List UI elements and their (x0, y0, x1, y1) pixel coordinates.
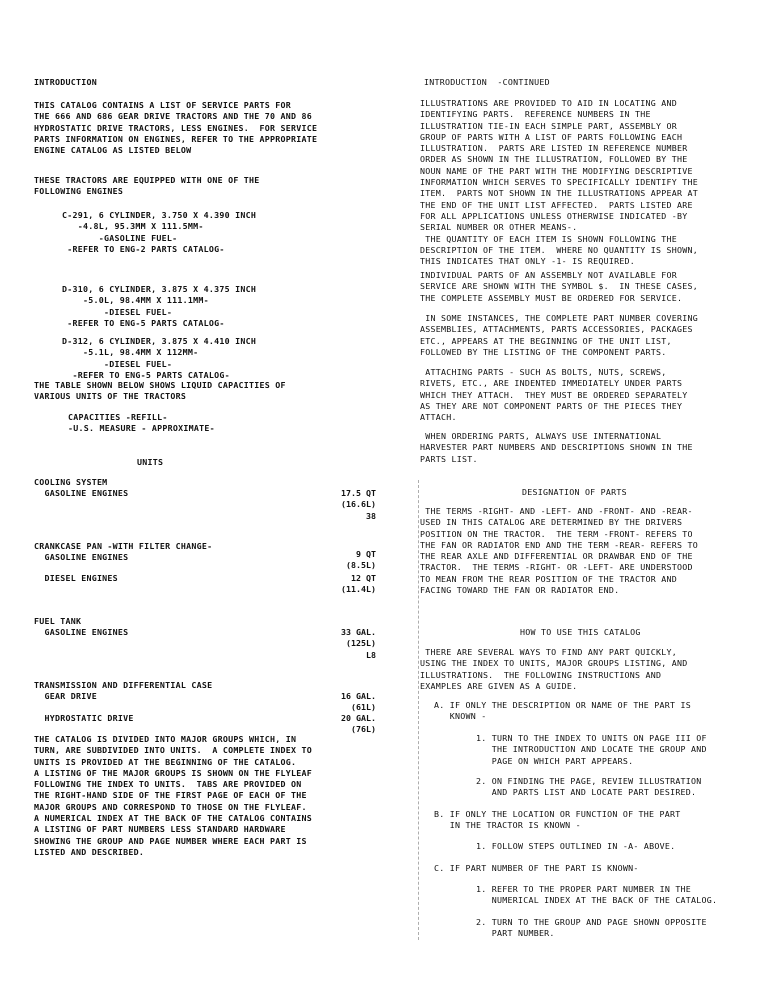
crankcase-diesel-values: 12 QT (11.4L) (341, 573, 376, 595)
item-c: C. IF PART NUMBER OF THE PART IS KNOWN- (434, 863, 639, 873)
item-c1: 1. REFER TO THE PROPER PART NUMBER IN THE NUMERICAL INDEX AT THE BACK OF THE CATALOG. (476, 884, 718, 906)
engine-c291: C-291, 6 CYLINDER, 3.750 X 4.390 INCH -4.8L, 95.3MM X 111.5MM- -GASOLINE FUEL- -REFER TO ENG-2 PARTS CATALOG- (62, 210, 257, 254)
how-to-heading: HOW TO USE THIS CATALOG (520, 627, 641, 637)
crankcase-diesel-label: DIESEL ENGINES (34, 573, 118, 583)
item-b1: 1. FOLLOW STEPS OUTLINED IN -A- ABOVE. (476, 841, 676, 851)
transmission-gear-values: 16 GAL. (61L) (341, 691, 376, 713)
item-a2: 2. ON FINDING THE PAGE, REVIEW ILLUSTRATION AND PARTS LIST AND LOCATE PART DESIRED. (476, 776, 702, 798)
transmission-hydro-label: HYDROSTATIC DRIVE (34, 713, 134, 723)
capacities-label: CAPACITIES -REFILL- -U.S. MEASURE - APPROXIMATE- (68, 412, 215, 434)
ordering-parts-paragraph: WHEN ORDERING PARTS, ALWAYS USE INTERNATIONAL HARVESTER PART NUMBERS AND DESCRIPTIONS SHOWN IN THE PARTS LIST. (420, 431, 693, 464)
catalog-paragraph: THE CATALOG IS DIVIDED INTO MAJOR GROUPS WHICH, IN TURN, ARE SUBDIVIDED INTO UNITS. A COMPLETE INDEX TO UNITS IS PROVIDED AT THE BEGINNING OF THE CATALOG. A LISTING OF THE MAJOR GROUPS IS SHOWN ON THE FLYLEAF FOLLOWING THE INDEX TO UNITS. TABS ARE PROVIDED ON THE RIGHT-HAND SIDE OF THE FIRST PAGE OF EACH OF THE MAJOR GROUPS AND CORRESPOND TO THOSE ON THE FLYLEAF. A NUMERICAL INDEX AT THE BACK OF THE CATALOG CONTAINS A LISTING OF PART NUMBERS LESS STANDARD HARDWARE SHOWING THE GROUP AND PAGE NUMBER WHERE EACH PART IS LISTED AND DESCRIBED. (34, 734, 312, 857)
transmission-label: TRANSMISSION AND DIFFERENTIAL CASE GEAR DRIVE (34, 680, 213, 702)
cooling-system-values: 17.5 QT (16.6L) 38 (341, 488, 376, 521)
crankcase-gasoline-values: 9 QT (8.5L) (346, 549, 376, 571)
illustrations-paragraph: ILLUSTRATIONS ARE PROVIDED TO AID IN LOCATING AND IDENTIFYING PARTS. REFERENCE NUMBERS IN THE ILLUSTRATION TIE-IN EACH SIMPLE PART, ASSEMBLY OR GROUP OF PARTS WITH A LIST OF PARTS FOLLOWING EACH ILLUSTRATION. PARTS ARE LISTED IN REFERENCE NUMBER ORDER AS SHOWN IN THE ILLUSTRATION, FOLLOWED BY THE NOUN NAME OF THE PART WITH THE MODIFYING DESCRIPTIVE INFORMATION WHICH SERVES TO SPECIFICALLY IDENTIFY THE ITEM. PARTS NOT SHOWN IN THE ILLUSTRATIONS APPEAR AT THE END OF THE UNIT LIST AFFECTED. PARTS LISTED ARE FOR ALL APPLICATIONS UNLESS OTHERWISE INDICATED -BY SERIAL NUMBER OR OTHER MEANS-. THE QUANTITY OF EACH ITEM IS SHOWN FOLLOWING THE DESCRIPTION OF THE ITEM. WHERE NO QUANTITY IS SHOWN, THIS INDICATES THAT ONLY -1- IS REQUIRED. (420, 98, 698, 267)
fuel-tank-label: FUEL TANK GASOLINE ENGINES (34, 616, 129, 638)
transmission-hydro-values: 20 GAL. (76L) (341, 713, 376, 735)
instances-paragraph: IN SOME INSTANCES, THE COMPLETE PART NUMBER COVERING ASSEMBLIES, ATTACHMENTS, PARTS ACCESSORIES, PACKAGES ETC., APPEARS AT THE BEGINNING OF THE UNIT LIST, FOLLOWED BY THE LISTING OF THE COMPONENT PARTS. (420, 313, 698, 357)
designation-heading: DESIGNATION OF PARTS (522, 487, 627, 497)
cooling-system-label: COOLING SYSTEM GASOLINE ENGINES (34, 477, 129, 499)
item-a1: 1. TURN TO THE INDEX TO UNITS ON PAGE III OF THE INTRODUCTION AND LOCATE THE GROUP AND PAGE ON WHICH PART APPEARS. (476, 733, 707, 766)
crankcase-label: CRANKCASE PAN -WITH FILTER CHANGE- GASOLINE ENGINES (34, 541, 213, 563)
intro-heading: INTRODUCTION (34, 77, 97, 87)
terms-paragraph: THE TERMS -RIGHT- AND -LEFT- AND -FRONT- AND -REAR- USED IN THIS CATALOG ARE DETERMINED BY THE DRIVERS POSITION ON THE TRACTOR. THE TERM -FRONT- REFERS TO THE FAN OR RADIATOR END AND THE TERM -REAR- REFERS TO THE REAR AXLE AND DIFFERENTIAL OR DRAWBAR END OF THE TRACTOR. THE TERMS -RIGHT- OR -LEFT- ARE UNDERSTOOD TO MEAN FROM THE REAR POSITION OF THE TRACTOR AND FACING TOWARD THE FAN OR RADIATOR END. (420, 506, 698, 596)
intro-continued-heading: INTRODUCTION -CONTINUED (424, 77, 550, 87)
attaching-parts-paragraph: ATTACHING PARTS - SUCH AS BOLTS, NUTS, SCREWS, RIVETS, ETC., ARE INDENTED IMMEDIATELY UNDER PARTS WHICH THEY ATTACH. THEY MUST BE ORDERED SEPARATELY AS THEY ARE NOT COMPONENT PARTS OF THE PIECES THEY ATTACH. (420, 367, 688, 423)
individual-parts-paragraph: INDIVIDUAL PARTS OF AN ASSEMBLY NOT AVAILABLE FOR SERVICE ARE SHOWN WITH THE SYMBOL $. IN THESE CASES, THE COMPLETE ASSEMBLY MUST BE ORDERED FOR SERVICE. (420, 270, 698, 303)
engine-d310: D-310, 6 CYLINDER, 3.875 X 4.375 INCH -5.0L, 98.4MM X 111.1MM- -DIESEL FUEL- -REFER TO ENG-5 PARTS CATALOG- (62, 284, 257, 328)
item-a: A. IF ONLY THE DESCRIPTION OR NAME OF THE PART IS KNOWN - (434, 700, 692, 722)
intro-paragraph: THIS CATALOG CONTAINS A LIST OF SERVICE PARTS FOR THE 666 AND 686 GEAR DRIVE TRACTORS AND THE 70 AND 86 HYDROSTATIC DRIVE TRACTORS, LESS ENGINES. FOR SERVICE PARTS INFORMATION ON ENGINES, REFER TO THE APPROPRIATE ENGINE CATALOG AS LISTED BELOW (34, 100, 318, 156)
fuel-tank-values: 33 GAL. (125L) L8 (341, 627, 376, 660)
engine-d312: D-312, 6 CYLINDER, 3.875 X 4.410 INCH -5.1L, 98.4MM X 112MM- -DIESEL FUEL- -REFER TO ENG-5 PARTS CATALOG- (62, 336, 257, 380)
item-c2: 2. TURN TO THE GROUP AND PAGE SHOWN OPPOSITE PART NUMBER. (476, 917, 707, 939)
table-intro: THE TABLE SHOWN BELOW SHOWS LIQUID CAPACITIES OF VARIOUS UNITS OF THE TRACTORS (34, 380, 286, 402)
units-heading: UNITS (137, 457, 164, 467)
ways-paragraph: THERE ARE SEVERAL WAYS TO FIND ANY PART QUICKLY, USING THE INDEX TO UNITS, MAJOR GROUPS LISTING, AND ILLUSTRATIONS. THE FOLLOWING INSTRUCTIONS AND EXAMPLES ARE GIVEN AS A GUIDE. (420, 647, 688, 691)
engines-intro: THESE TRACTORS ARE EQUIPPED WITH ONE OF THE FOLLOWING ENGINES (34, 175, 260, 197)
item-b: B. IF ONLY THE LOCATION OR FUNCTION OF THE PART IN THE TRACTOR IS KNOWN - (434, 809, 681, 831)
